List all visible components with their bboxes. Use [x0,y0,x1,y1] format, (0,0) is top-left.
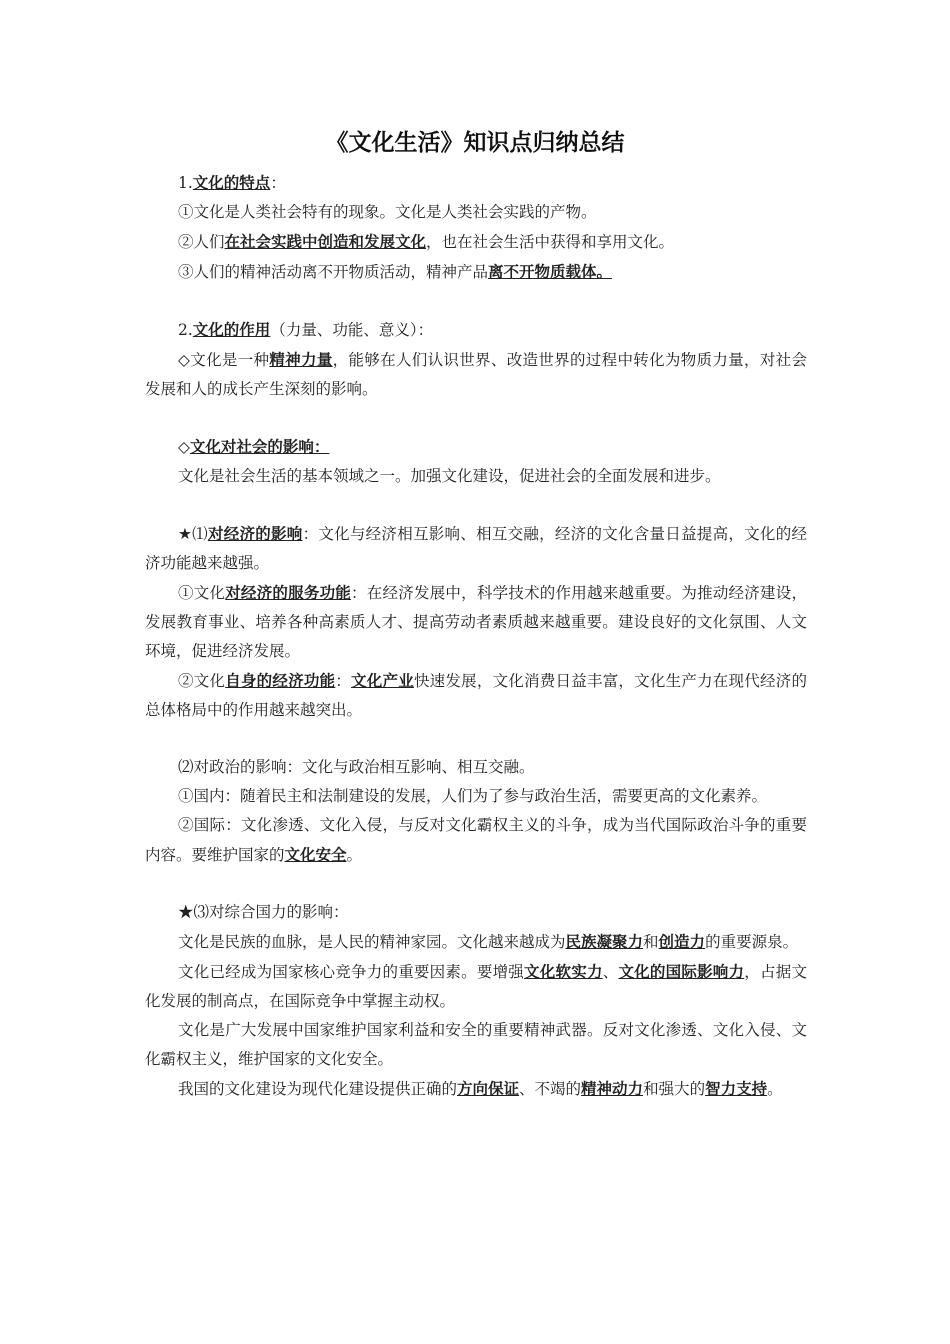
keyword: 文化的特点 [192,173,271,192]
keyword: 文化的作用 [192,320,271,339]
economy-heading: ★⑴对经济的影响：文化与经济相互影响、相互交融，经济的文化含量日益提高，文化的经济功能越来越强。 [145,524,807,572]
keyword: 文化对社会的影响： [189,437,330,456]
keyword: 文化的国际影响力 [618,962,745,981]
paragraph: 文化是民族的血脉，是人民的精神家园。文化越来越成为民族凝聚力和创造力的重要源泉。 [178,932,799,951]
paragraph: ①文化对经济的服务功能：在经济发展中，科学技术的作用越来越重要。为推动经济建设，发展教育事业、培养各种高素质人才、提高劳动者素质越来越重要。建设良好的文化氛围、人文环境，促进经济发展。 [145,583,807,660]
section-3-heading: ◇文化对社会的影响： [178,437,330,456]
paragraph: ②国际：文化渗透、文化入侵，与反对文化霸权主义的斗争，成为当代国际政治斗争的重要内容。要维护国家的文化安全。 [145,816,807,864]
document-body [145,168,807,1104]
national-power-heading: ★⑶对综合国力的影响： [178,903,349,921]
politics-heading: ⑵对政治的影响：文化与政治相互影响、相互交融。 [178,758,535,776]
keyword: 民族凝聚力 [565,932,644,951]
paragraph: ②文化自身的经济功能：文化产业快速发展，文化消费日益丰富，文化生产力在现代经济的总体格局中的作用越来越突出。 [145,671,807,719]
paragraph: ③人们的精神活动离不开物质活动，精神产品离不开物质载体。 [178,262,613,281]
keyword: 精神动力 [581,1079,644,1098]
keyword: 创造力 [658,932,706,951]
keyword: 精神力量 [269,350,333,369]
keyword: 文化产业 [351,671,414,690]
keyword: 对经济的服务功能 [225,583,352,602]
keyword: 文化安全 [284,845,347,864]
keyword: 方向保证 [457,1079,520,1098]
paragraph: 我国的文化建设为现代化建设提供正确的方向保证、不竭的精神动力和强大的智力支持。 [178,1079,783,1098]
section-1-heading: 1.文化的特点： [178,173,286,192]
keyword: 智力支持 [705,1079,768,1098]
paragraph: ①国内：随着民主和法制建设的发展，人们为了参与政治生活，需要更高的文化素养。 [178,787,768,805]
paragraph: ②人们在社会实践中创造和发展文化，也在社会生活中获得和享用文化。 [178,232,675,251]
page-title: 《文化生活》知识点归纳总结 [325,130,625,156]
paragraph: 文化是社会生活的基本领域之一。加强文化建设，促进社会的全面发展和进步。 [178,467,721,485]
keyword: 对经济的影响 [207,524,303,543]
keyword: 离不开物质载体。 [488,262,613,281]
section-2-heading: 2.文化的作用（力量、功能、意义）： [178,320,434,339]
paragraph: ◇文化是一种精神力量，能够在人们认识世界、改造世界的过程中转化为物质力量，对社会发展和人的成长产生深刻的影响。 [145,350,807,398]
paragraph: 文化已经成为国家核心竞争力的重要因素。要增强文化软实力、文化的国际影响力，占据文化发展的制高点，在国际竞争中掌握主动权。 [145,962,807,1010]
paragraph: ①文化是人类社会特有的现象。文化是人类社会实践的产物。 [178,203,597,221]
paragraph: 文化是广大发展中国家维护国家利益和安全的重要精神武器。反对文化渗透、文化入侵、文化霸权主义，维护国家的文化安全。 [145,1021,807,1068]
keyword: 自身的经济功能 [225,671,336,690]
keyword: 文化软实力 [524,962,603,981]
keyword: 在社会实践中创造和发展文化 [224,232,427,251]
